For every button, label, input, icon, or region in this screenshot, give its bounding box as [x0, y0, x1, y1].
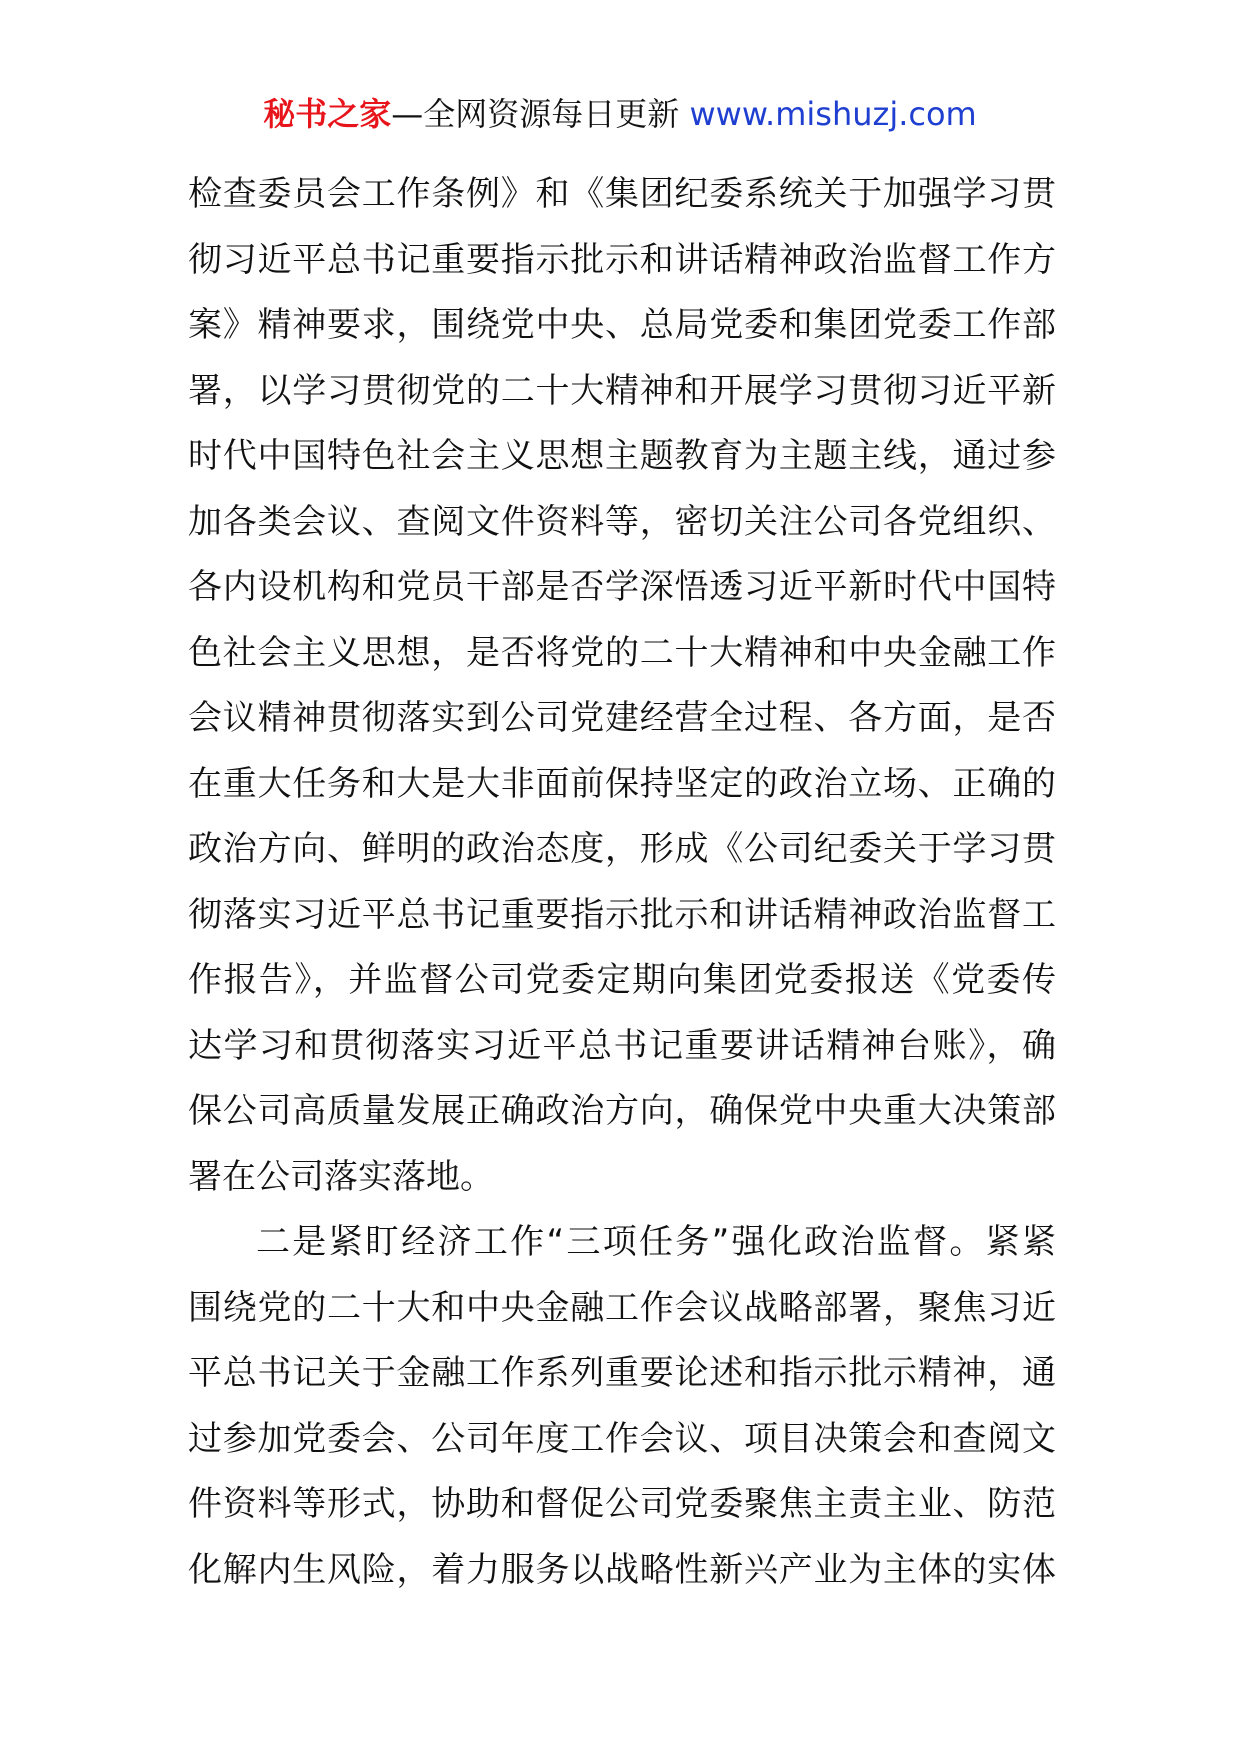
- text-line: 达学习和贯彻落实习近平总书记重要讲话精神台账》，确: [188, 1025, 1056, 1066]
- text-line: 案》精神要求，围绕党中央、总局党委和集团党委工作部: [188, 305, 1056, 345]
- text-line: 件资料等形式，协助和督促公司党委聚焦主责主业、防范: [188, 1484, 1056, 1524]
- text-line: 时代中国特色社会主义思想主题教育为主题主线，通过参: [188, 436, 1056, 476]
- page-header: [0, 92, 1240, 136]
- text-line: 署在公司落实落地。: [188, 1156, 494, 1197]
- text-line: 色社会主义思想，是否将党的二十大精神和中央金融工作: [188, 632, 1056, 673]
- text-line: 检查委员会工作条例》和《集团纪委系统关于加强学习贯: [188, 174, 1056, 214]
- text-line: 平总书记关于金融工作系列重要论述和指示批示精神，通: [188, 1353, 1056, 1393]
- site-url-link[interactable]: www.mishuzj.com: [689, 95, 977, 133]
- site-slogan: —全网资源每日更新: [391, 95, 680, 133]
- text-line: 围绕党的二十大和中央金融工作会议战略部署，聚焦习近: [188, 1287, 1056, 1328]
- text-line: 彻落实习近平总书记重要指示批示和讲话精神政治监督工: [188, 894, 1056, 935]
- text-line: 在重大任务和大是大非面前保持坚定的政治立场、正确的: [188, 763, 1056, 804]
- text-line: 彻习近平总书记重要指示批示和讲话精神政治监督工作方: [188, 239, 1056, 280]
- text-line: 作报告》，并监督公司党委定期向集团党委报送《党委传: [188, 960, 1056, 1000]
- text-line: 化解内生风险，着力服务以战略性新兴产业为主体的实体: [188, 1549, 1056, 1590]
- text-line: 各内设机构和党员干部是否学深悟透习近平新时代中国特: [188, 567, 1056, 607]
- site-brand-name: 秘书之家: [263, 95, 392, 133]
- text-line: 政治方向、鲜明的政治态度，形成《公司纪委关于学习贯: [188, 829, 1056, 869]
- text-line: 保公司高质量发展正确政治方向，确保党中央重大决策部: [188, 1091, 1056, 1131]
- text-line: 加各类会议、查阅文件资料等，密切关注公司各党组织、: [188, 501, 1056, 542]
- text-line: 会议精神贯彻落实到公司党建经营全过程、各方面，是否: [188, 698, 1056, 738]
- text-line: 过参加党委会、公司年度工作会议、项目决策会和查阅文: [188, 1418, 1056, 1459]
- text-line: 署，以学习贯彻党的二十大精神和开展学习贯彻习近平新: [188, 370, 1056, 411]
- paragraph-first-line: 二是紧盯经济工作“三项任务”强化政治监督。紧紧: [256, 1222, 1056, 1262]
- document-body: [188, 162, 1056, 1603]
